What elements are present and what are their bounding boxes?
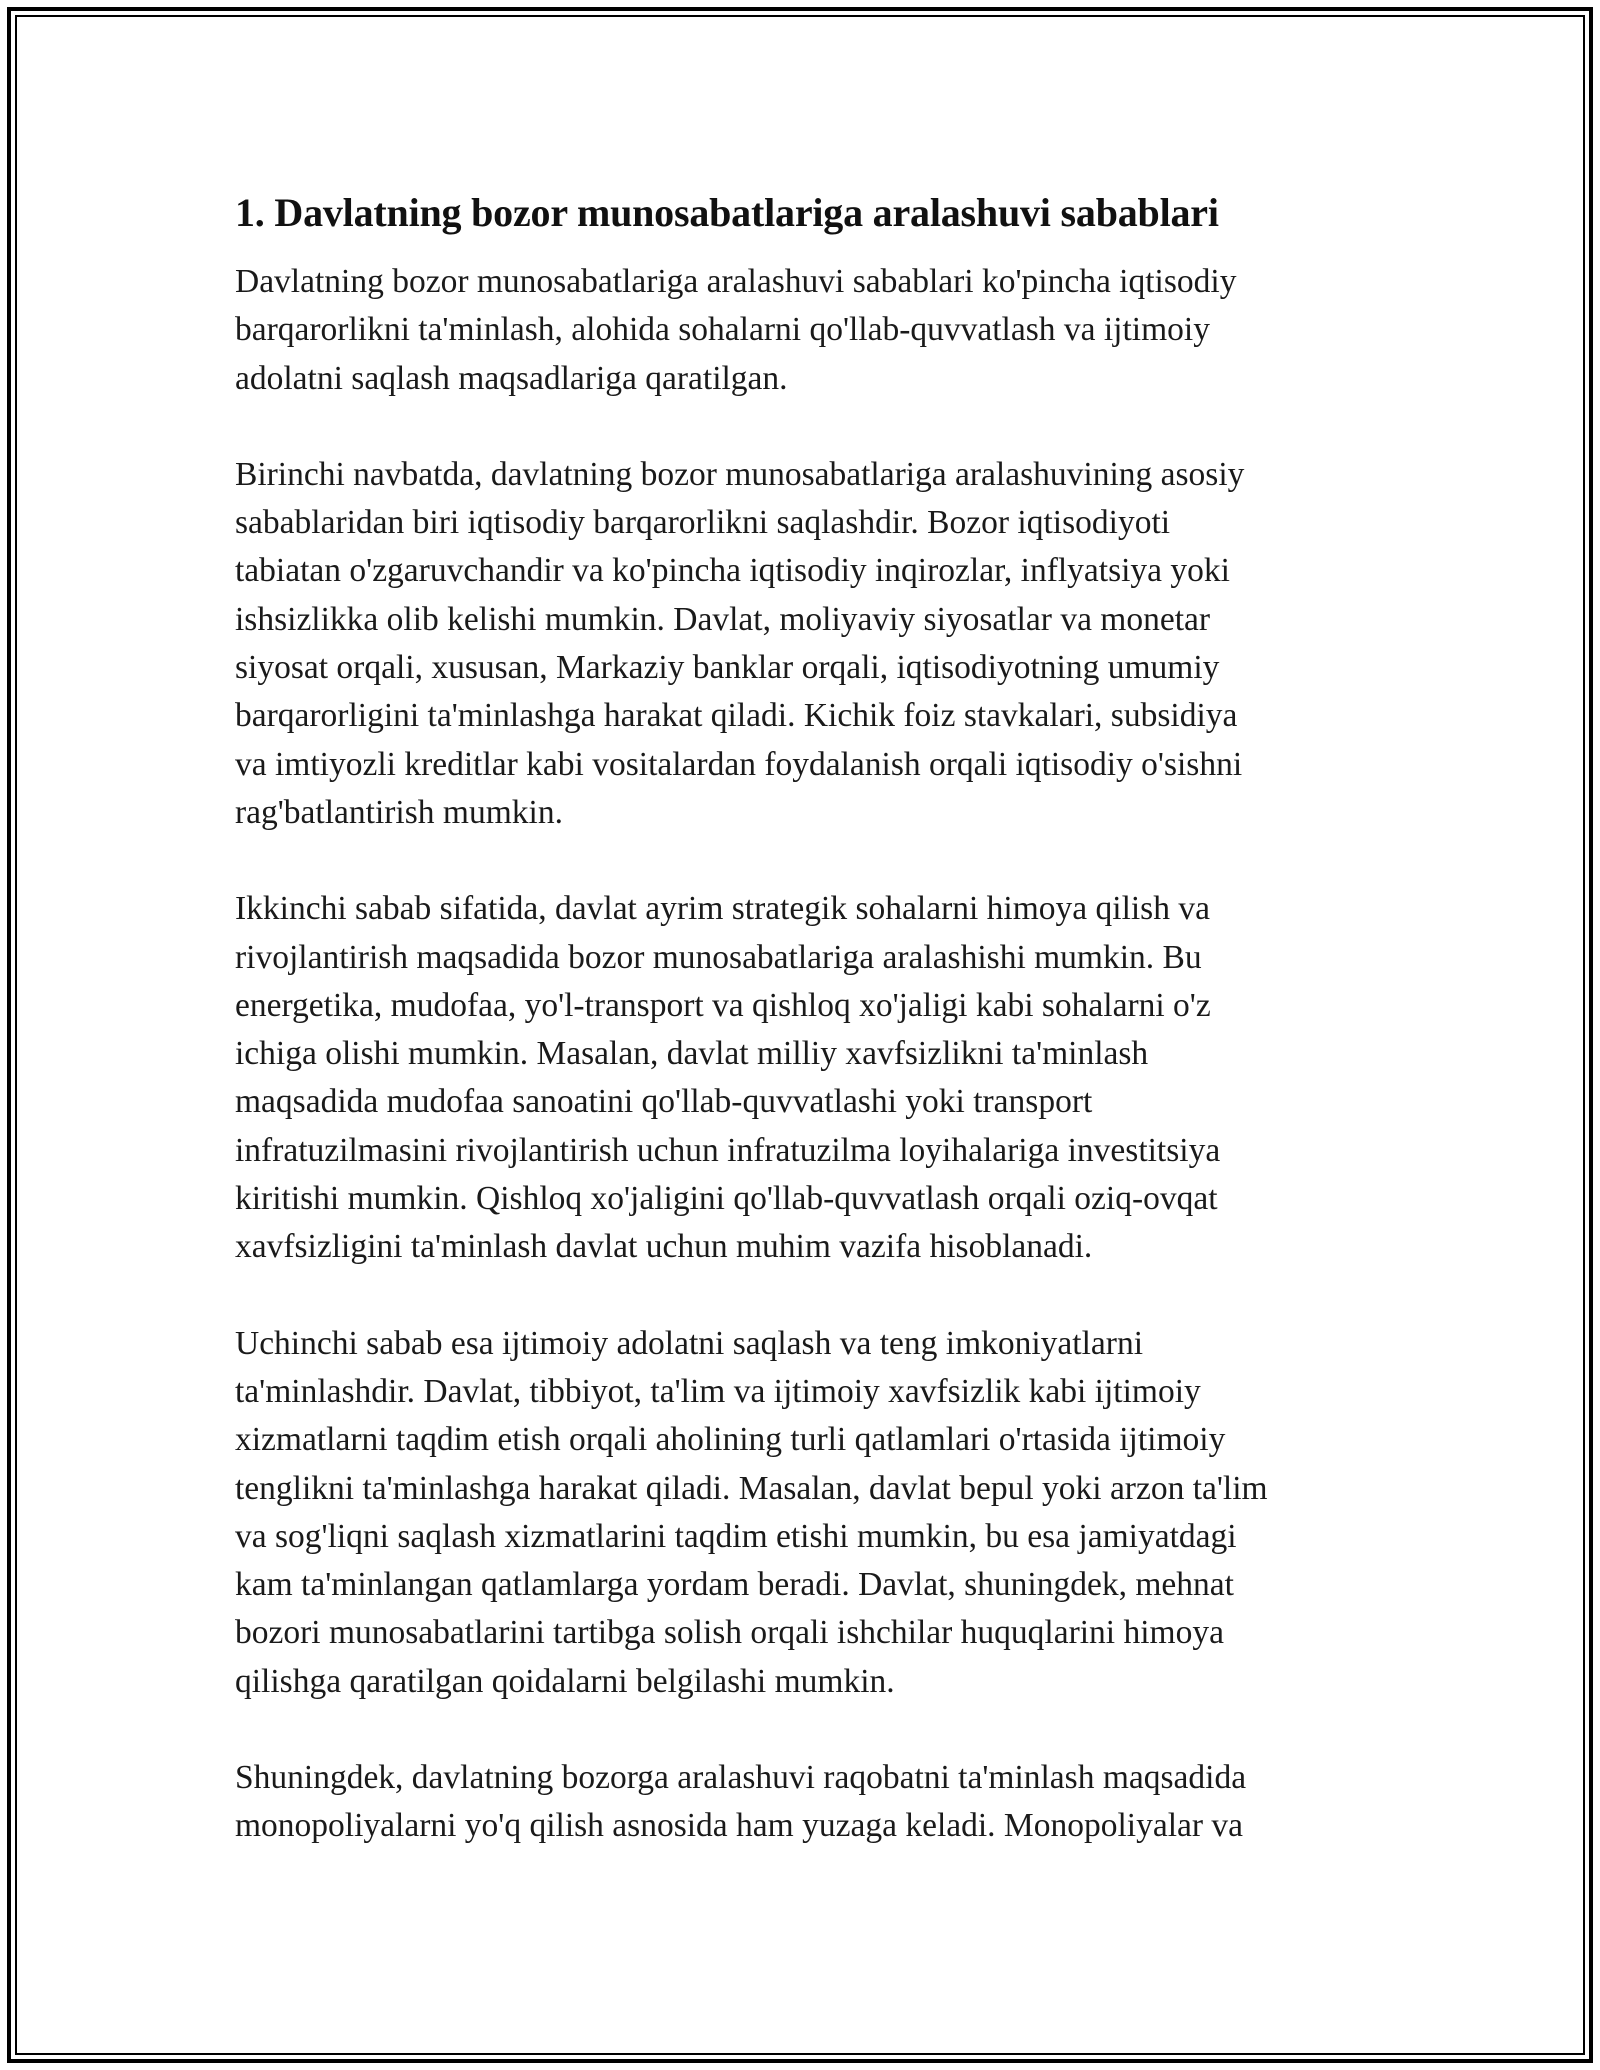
document-content [235, 188, 1395, 1851]
paragraph-second-reason: Ikkinchi sabab sifatida, davlat ayrim strategik sohalarni himoya qilish va rivojlantirish maqsadida bozor munosabatlariga aralashishi mumkin. Bu energetika, mudofaa, yo'l-transport va qishloq xo'jaligi kabi sohalarni o'z ichiga olishi mumkin. Masalan, davlat milliy xavfsizlikni ta'minlash maqsadida mudofaa sanoatini qo'llab-quvvatlashi yoki transport infratuzilmasini rivojlantirish uchun infratuzilma loyihalariga investitsiya kiritishi mumkin. Qishloq xo'jaligini qo'llab-quvvatlash orqali oziq-ovqat xavfsizligini ta'minlash davlat uchun muhim vazifa hisoblanadi. [235, 890, 1221, 1266]
paragraph-intro: Davlatning bozor munosabatlariga aralashuvi sabablari ko'pincha iqtisodiy barqarorlikni ta'minlash, alohida sohalarni qo'llab-quvvatlash va ijtimoiy adolatni saqlash maqsadlariga qaratilgan. [235, 263, 1237, 397]
paragraph-third-reason: Uchinchi sabab esa ijtimoiy adolatni saqlash va teng imkoniyatlarni ta'minlashdir. Davlat, tibbiyot, ta'lim va ijtimoiy xavfsizlik kabi ijtimoiy xizmatlarni taqdim etish orqali aholining turli qatlamlari o'rtasida ijtimoiy tenglikni ta'minlashga harakat qiladi. Masalan, davlat bepul yoki arzon ta'lim va sog'liqni saqlash xizmatlarini taqdim etishi mumkin, bu esa jamiyatdagi kam ta'minlangan qatlamlarga yordam beradi. Davlat, shuningdek, mehnat bozori munosabatlarini tartibga solish orqali ishchilar huquqlarini himoya qilishga qaratilgan qoidalarni belgilashi mumkin. [235, 1324, 1268, 1700]
section-heading: 1. Davlatning bozor munosabatlariga aralashuvi sabablari [235, 190, 1219, 235]
paragraph-monopoly: Shuningdek, davlatning bozorga aralashuvi raqobatni ta'minlash maqsadida monopoliyalarni yo'q qilish asnosida ham yuzaga keladi. Monopoliyalar va [235, 1759, 1247, 1845]
paragraph-first-reason: Birinchi navbatda, davlatning bozor munosabatlariga aralashuvining asosiy sabablaridan biri iqtisodiy barqarorlikni saqlashdir. Bozor iqtisodiyoti tabiatan o'zgaruvchandir va ko'pincha iqtisodiy inqirozlar, inflyatsiya yoki ishsizlikka olib kelishi mumkin. Davlat, moliyaviy siyosatlar va monetar siyosat orqali, xususan, Markaziy banklar orqali, iqtisodiyotning umumiy barqarorligini ta'minlashga harakat qiladi. Kichik foiz stavkalari, subsidiya va imtiyozli kreditlar kabi vositalardan foydalanish orqali iqtisodiy o'sishni rag'batlantirish mumkin. [235, 455, 1245, 831]
